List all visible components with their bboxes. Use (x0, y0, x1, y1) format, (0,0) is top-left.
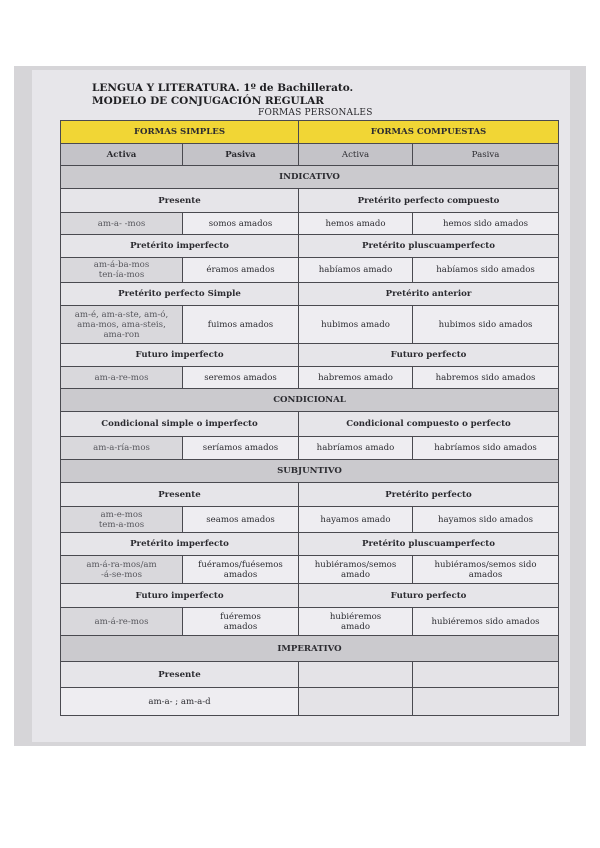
voice-label-pasiva-simple: Pasiva (183, 144, 299, 166)
section-title-subjuntivo: SUBJUNTIVO (61, 460, 559, 483)
form-cell: am-a- -mos (61, 213, 183, 235)
empty-cell (413, 662, 559, 688)
form-line: -á-se-mos (100, 569, 143, 580)
form-line: amado (340, 569, 371, 580)
formas-compuestas-header: FORMAS COMPUESTAS (299, 121, 559, 144)
subtitle-formas-personales: FORMAS PERSONALES (258, 108, 373, 118)
form-line: am-é, am-a-ste, am-ó, (74, 309, 169, 320)
header-line-1: LENGUA Y LITERATURA. 1º de Bachillerato. (92, 82, 354, 94)
form-cell (61, 507, 183, 533)
form-cell: fuimos amados (183, 306, 299, 344)
form-line: hubiéramos/semos (314, 559, 397, 570)
form-line: am-á-ba-mos (93, 260, 150, 270)
empty-cell (413, 688, 559, 716)
tense-name: Pretérito imperfecto (61, 533, 299, 556)
form-cell: habremos sido amados (413, 367, 559, 389)
form-line: tem-a-mos (98, 519, 145, 530)
tense-name: Pretérito perfecto compuesto (299, 189, 559, 213)
form-cell: habremos amado (299, 367, 413, 389)
empty-cell (299, 688, 413, 716)
tense-name: Presente (61, 189, 299, 213)
form-line: ama-ron (103, 329, 140, 340)
form-line: hubiéramos/semos sido (434, 559, 537, 570)
form-cell: am-a-ría-mos (61, 437, 183, 460)
form-line: ama-mos, ama-steis, (77, 319, 166, 330)
form-cell: am-a- ; am-a-d (61, 688, 299, 716)
header-line-2: MODELO DE CONJUGACIÓN REGULAR (92, 95, 324, 107)
form-cell: am-a-re-mos (61, 367, 183, 389)
form-cell (413, 556, 559, 584)
form-cell: hayamos amado (299, 507, 413, 533)
tense-name: Pretérito pluscuamperfecto (299, 533, 559, 556)
form-line: amados (223, 621, 258, 632)
form-cell (61, 556, 183, 584)
voice-header-row (61, 144, 559, 166)
document-header (92, 82, 353, 108)
form-cell: habríamos sido amados (413, 437, 559, 460)
form-cell: hubimos sido amados (413, 306, 559, 344)
tense-name: Presente (61, 662, 299, 688)
form-cell: éramos amados (183, 258, 299, 283)
form-line: hubiéremos (329, 611, 382, 622)
formas-simples-header: FORMAS SIMPLES (61, 121, 299, 144)
tense-name: Futuro imperfecto (61, 344, 299, 367)
voice-label-activa-simple: Activa (61, 144, 183, 166)
section-title-indicativo: INDICATIVO (61, 166, 559, 189)
form-line: am-e-mos (100, 509, 143, 520)
form-cell: hubimos amado (299, 306, 413, 344)
form-cell: am-á-re-mos (61, 608, 183, 636)
form-line: fuéremos (220, 611, 261, 622)
tense-name: Futuro perfecto (299, 344, 559, 367)
mode-header-row (61, 121, 559, 144)
form-cell: seremos amados (183, 367, 299, 389)
tense-name: Presente (61, 483, 299, 507)
form-line: fuéramos/fuésemos (198, 559, 283, 570)
tense-name: Pretérito imperfecto (61, 235, 299, 258)
form-cell (183, 608, 299, 636)
tense-name: Pretérito perfecto Simple (61, 283, 299, 306)
tense-name: Pretérito pluscuamperfecto (299, 235, 559, 258)
voice-label-activa-compuesta: Activa (299, 144, 413, 166)
form-cell: habíamos sido amados (413, 258, 559, 283)
tense-name: Futuro perfecto (299, 584, 559, 608)
tense-name: Pretérito perfecto (299, 483, 559, 507)
form-cell: somos amados (183, 213, 299, 235)
form-cell (183, 556, 299, 584)
tense-name: Futuro imperfecto (61, 584, 299, 608)
form-line: am-á-ra-mos/am (86, 559, 157, 570)
form-cell: hubiéremos sido amados (413, 608, 559, 636)
form-cell (299, 556, 413, 584)
tense-name: Condicional simple o imperfecto (61, 412, 299, 437)
form-line: amados (468, 569, 503, 580)
form-line: amado (340, 621, 371, 632)
section-title-condicional: CONDICIONAL (61, 389, 559, 412)
form-cell (61, 258, 183, 283)
form-cell: habríamos amado (299, 437, 413, 460)
tense-name: Condicional compuesto o perfecto (299, 412, 559, 437)
form-cell: hayamos sido amados (413, 507, 559, 533)
form-line: amados (223, 569, 258, 580)
form-cell: hemos amado (299, 213, 413, 235)
conjugation-table (60, 120, 559, 716)
form-cell (299, 608, 413, 636)
form-line: ten-ía-mos (98, 270, 145, 280)
form-cell: habíamos amado (299, 258, 413, 283)
form-cell: seríamos amados (183, 437, 299, 460)
form-cell (61, 306, 183, 344)
form-cell: hemos sido amados (413, 213, 559, 235)
empty-cell (299, 662, 413, 688)
voice-label-pasiva-compuesta: Pasiva (413, 144, 559, 166)
section-title-imperativo: IMPERATIVO (61, 636, 559, 662)
form-cell: seamos amados (183, 507, 299, 533)
tense-name: Pretérito anterior (299, 283, 559, 306)
